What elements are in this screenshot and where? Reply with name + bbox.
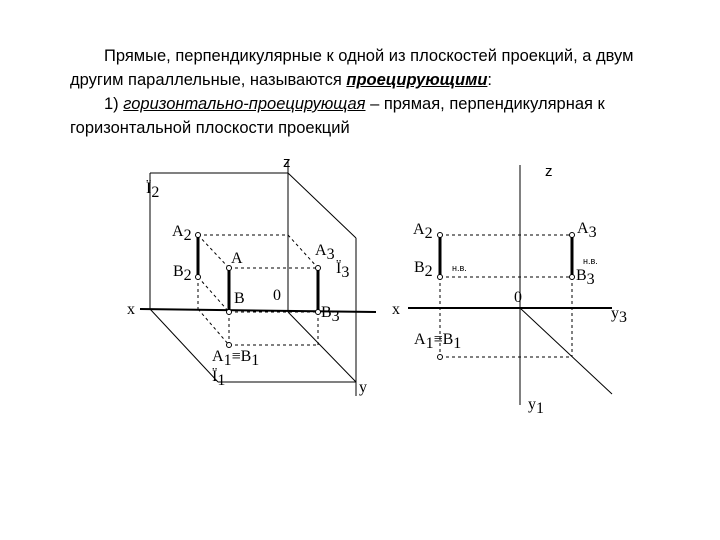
label-pi2: Ï2 xyxy=(146,180,160,201)
label-a: A xyxy=(231,250,243,267)
plane-pi3-top-edge xyxy=(288,173,356,238)
point-b xyxy=(227,310,232,315)
label-y: y xyxy=(359,379,367,396)
label-true-length-right: н.в. xyxy=(583,256,598,266)
label-origin: 0 xyxy=(273,287,281,304)
projection-connectors xyxy=(198,235,318,345)
label-b: B xyxy=(234,290,245,307)
label-b2: B2 xyxy=(414,259,433,280)
y-axis xyxy=(288,312,356,382)
label-pi3: Ï3 xyxy=(336,260,350,281)
label-origin: 0 xyxy=(514,289,522,306)
orthographic-labels xyxy=(392,163,627,417)
horizontal-projecting-term: горизонтально-проецирующая xyxy=(123,95,366,113)
label-y1: y1 xyxy=(528,396,544,417)
point-b3 xyxy=(570,275,575,280)
projecting-term: проецирующими xyxy=(346,71,488,89)
label-true-length-left: н.в. xyxy=(452,263,467,273)
label-a1b1: A1≡B1 xyxy=(212,348,260,369)
point-a2 xyxy=(196,233,201,238)
label-a3: A3 xyxy=(315,242,335,263)
label-x: x xyxy=(127,301,135,318)
case-description: – прямая, перпендикулярная к горизонтальной плоскости проекций xyxy=(70,95,605,137)
connector-a2-a xyxy=(198,235,229,268)
label-z: z xyxy=(545,163,553,180)
label-b3: B3 xyxy=(576,267,595,288)
point-b3 xyxy=(316,310,321,315)
connector-x-a1 xyxy=(198,309,229,345)
orthographic-drawing xyxy=(408,165,612,405)
label-x: x xyxy=(392,301,400,318)
point-a1b1 xyxy=(227,343,232,348)
label-b3: B3 xyxy=(321,304,340,325)
label-a2: A2 xyxy=(172,223,192,244)
case-number: 1) xyxy=(104,95,124,113)
label-a3: A3 xyxy=(577,220,597,241)
label-b2: B2 xyxy=(173,263,192,284)
definition-lead: Прямые, перпендикулярные к одной из плоскостей проекций, а двум другим параллельные, называются xyxy=(70,47,634,89)
constant-line xyxy=(520,308,612,394)
point-b2 xyxy=(196,275,201,280)
point-a3 xyxy=(570,233,575,238)
point-a3 xyxy=(316,266,321,271)
label-y3: y3 xyxy=(611,305,627,326)
connector-b2-b xyxy=(198,277,229,312)
connector-top-a3 xyxy=(288,235,318,268)
x-axis xyxy=(140,309,376,312)
point-b2 xyxy=(438,275,443,280)
point-a2 xyxy=(438,233,443,238)
point-a1b1 xyxy=(438,355,443,360)
spatial-model-labels xyxy=(127,154,367,396)
label-pi1: Ï1 xyxy=(212,368,226,389)
label-a1b1: A1≡B1 xyxy=(414,331,462,352)
label-z: z xyxy=(283,154,291,171)
definition-colon: : xyxy=(487,71,492,89)
label-a2: A2 xyxy=(413,221,433,242)
